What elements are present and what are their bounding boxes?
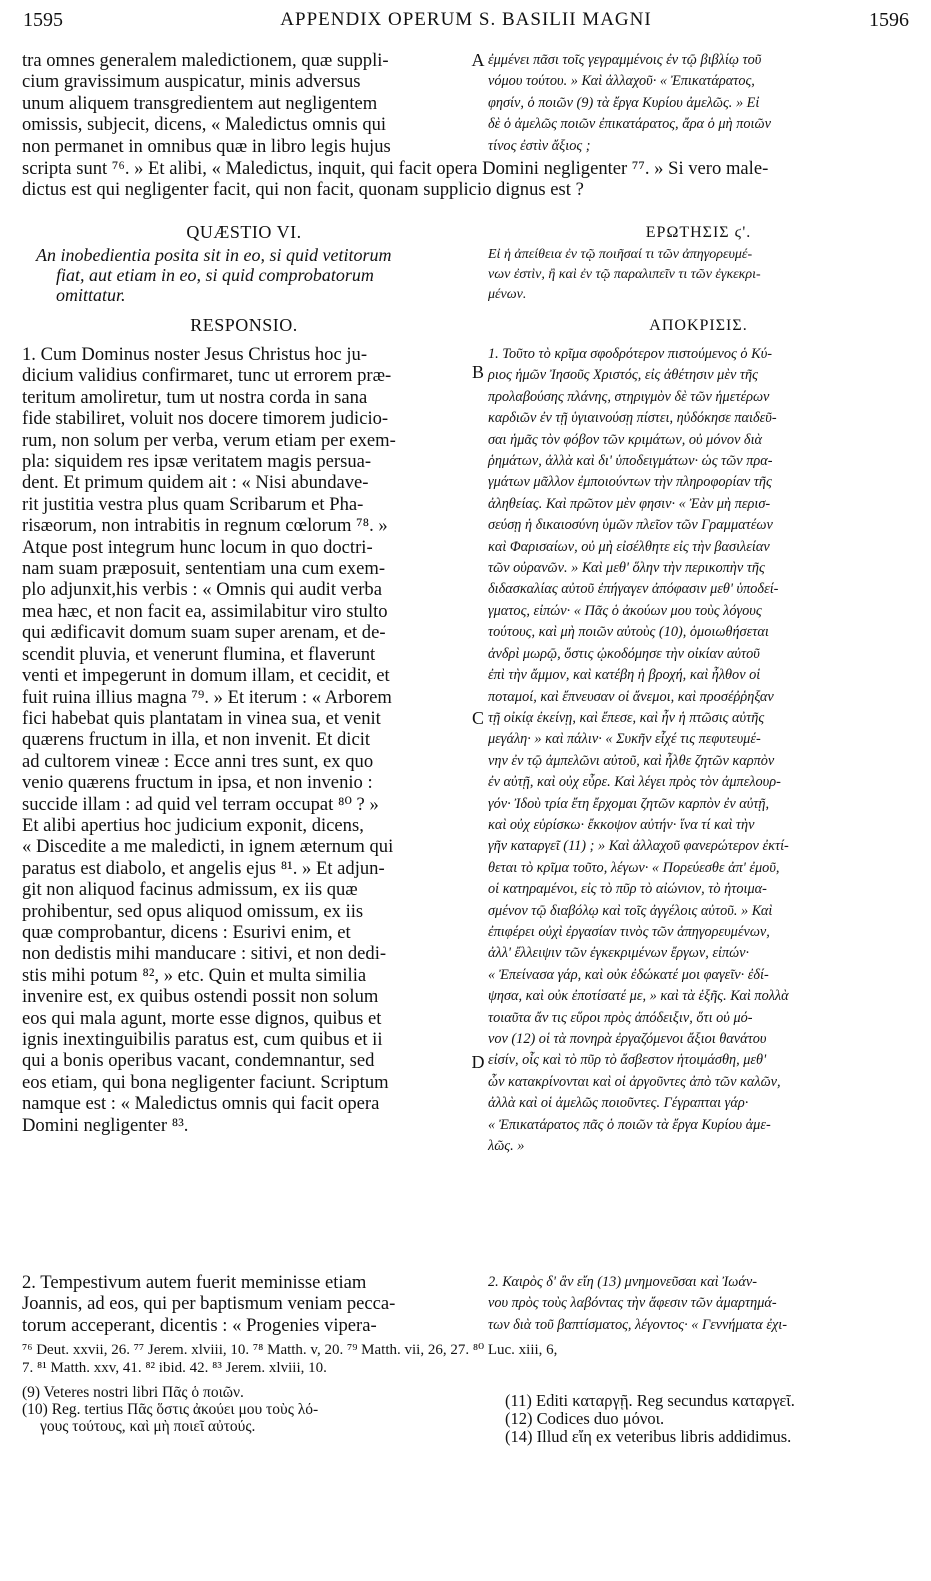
- question-text-line: Εἰ ἡ ἀπείθεια ἐν τῷ ποιῆσαί τι τῶν ἀπηγορευμέ-: [488, 247, 753, 263]
- text-line: καὶ Φαρισαίων, οὐ μὴ εἰσέλθητε εἰς τὴν βασιλείαν: [488, 538, 770, 555]
- text-line: mea hæc, et non facit ea, assimilabitur viro stulto: [22, 600, 388, 622]
- text-line: cium gravissimum auspicatur, minis adversus: [22, 71, 361, 93]
- text-line: τῶν οὐρανῶν. » Καὶ μεθ' ὅλην τὴν περικοπὴν τῆς: [488, 560, 765, 577]
- text-line: plo adjunxit,his verbis : « Omnis qui audit verba: [22, 579, 382, 601]
- text-line: ῥημάτων, ἀλλὰ καὶ δι' ὑποδειγμάτων· ὡς τῶν πρα-: [488, 453, 773, 470]
- variant-note: (10) Reg. tertius Πᾶς ὅστις ἀκούει μου τοὺς λό-: [22, 1401, 319, 1418]
- text-line: dicium validius confirmaret, tunc ut errorem præ-: [22, 365, 392, 387]
- text-line: νόμου τούτου. » Καὶ ἀλλαχοῦ· « Ἐπικατάρατος,: [488, 73, 755, 90]
- text-line: σεύσῃ ἡ δικαιοσύνη ὑμῶν πλεῖον τῶν Γραμματέων: [488, 517, 773, 534]
- footnote-line: 7. ⁸¹ Matth. xxv, 41. ⁸² ibid. 42. ⁸³ Jerem. xlviii, 10.: [22, 1360, 327, 1376]
- text-line: rit justitia vestra plus quam Scribarum et Pha-: [22, 493, 364, 515]
- text-line: nam suam præposuit, sententiam una cum exem-: [22, 558, 386, 580]
- text-line: διδασκαλίας αὐτοῦ ἐπήγαγεν ἀπόφασιν μεθ' ὑποδεί-: [488, 581, 779, 598]
- question-heading-greek: ΕΡΩΤΗΣΙΣ ϛ'.: [645, 224, 752, 241]
- text-line: δὲ ὁ ἀμελῶς ποιῶν ἐπικατάρατος, ἄρα ὁ μὴ ποιῶν: [488, 116, 771, 133]
- text-line: quæ comprobantur, dicens : Esurivi enim, et: [22, 921, 351, 943]
- variant-note: γους τούτους, καὶ μὴ ποιεῖ αὐτούς.: [40, 1418, 256, 1435]
- text-line: ἀλλὰ καὶ οἱ ἀμελῶς ποιοῦντες. Γέγραπται γάρ·: [488, 1095, 749, 1112]
- variant-note: (12) Codices duo μόνοι.: [505, 1409, 665, 1428]
- intro-latin-column: [22, 50, 466, 157]
- text-line: καὶ οὐχ εὑρίσκω· ἔκκοψον αὐτήν· ἵνα τί καὶ τὴν: [488, 816, 755, 833]
- question-text-line: An inobedientia posita sit in eo, si quid vetitorum: [36, 245, 392, 266]
- text-line: qui ædificavit domum suam super arenam, et de-: [22, 622, 386, 644]
- text-line: νον (12) οἱ τὰ πονηρὰ ἐργαζόμενοι ἄξιοι θανάτου: [488, 1031, 767, 1047]
- text-line: νην ἐν τῷ ἀμπελῶνι αὐτοῦ, καὶ ἦλθε ζητῶν καρπὸν: [488, 752, 775, 769]
- latin-paragraph-2: [22, 1272, 466, 1336]
- text-line: non permanet in omnibus quæ in libro legis hujus: [22, 135, 391, 157]
- text-line: καρδιῶν ἐν τῇ ὑγιαινούσῃ πίστει, ηὐδόκησε παιδεῦ-: [488, 410, 777, 427]
- text-line: eos qui mala agunt, morte esse dignos, quibus et: [22, 1007, 382, 1029]
- text-line: paratus est diabolo, et angelis ejus ⁸¹. » Et adjun-: [22, 857, 385, 879]
- text-line: τίνος ἐστὶν ἄξιος ;: [488, 137, 591, 154]
- text-line: invenire est, ex quibus ostendi possit non solum: [22, 986, 379, 1008]
- variant-notes-right: [505, 1392, 909, 1446]
- text-line: νου πρὸς τοὺς λαβόντας τὴν ἄφεσιν τῶν ἁμαρτημά-: [488, 1295, 777, 1312]
- text-line: γματος, εἰπών· « Πᾶς ὁ ἀκούων μου τοὺς λόγους: [488, 602, 762, 619]
- greek-paragraph-2: [488, 1272, 909, 1336]
- text-line: 1. Cum Dominus noster Jesus Christus hoc ju-: [22, 344, 368, 365]
- text-line: venio quærens fructum in ipsa, et non invenio :: [22, 772, 373, 794]
- text-line: ἀλλ' ἔλλειψιν τῶν ἐγκεκριμένων ἔργων, εἰπών·: [488, 945, 750, 962]
- text-line: σαι ἡμᾶς τὸν φόβον τῶν κριμάτων, οὐ μόνον διὰ: [488, 431, 763, 448]
- text-line: fici habebat quis plantatam in vinea sua, et venit: [22, 707, 381, 729]
- text-line: omissis, subjecit, dicens, « Maledictus omnis qui: [22, 114, 387, 136]
- text-line: tra omnes generalem maledictionem, quæ suppli-: [22, 50, 389, 71]
- text-line: Joannis, ad eos, qui per baptismum veniam pecca-: [22, 1293, 396, 1315]
- question-text-line: μένων.: [488, 287, 527, 303]
- text-line: risæorum, non intrabitis in regnum cœlorum ⁷⁸. »: [22, 515, 388, 537]
- response-heading-greek: ΑΠΟΚΡΙΣΙΣ.: [649, 317, 748, 335]
- variant-notes-left: [22, 1384, 462, 1435]
- text-line: τῇ οἰκίᾳ ἐκείνῃ, καὶ ἔπεσε, καὶ ἦν ἡ πτῶσις αὐτῆς: [488, 709, 765, 726]
- text-line: rum, non solum per verba, verum etiam per exem-: [22, 429, 396, 451]
- text-line: torum acceperant, dicentis : « Progenies vipera-: [22, 1314, 377, 1336]
- running-title: APPENDIX OPERUM S. BASILII MAGNI: [280, 9, 652, 30]
- intro-full-width: [22, 158, 909, 201]
- text-line: Atque post integrum hunc locum in quo doctri-: [22, 536, 373, 558]
- text-line: ignis inextinguibilis paratus est, cum quibus et ii: [22, 1029, 383, 1050]
- variant-note: (14) Illud εἴη ex veteribus libris addidimus.: [505, 1427, 792, 1446]
- response-heading-latin: RESPONSIO.: [190, 315, 298, 336]
- text-line: qui a bonis operibus vacant, condemnantur, sed: [22, 1050, 375, 1072]
- text-line: ἐπὶ τὴν ἄμμον, καὶ κατέβη ἡ βροχή, καὶ ἦλθον οἱ: [488, 667, 761, 684]
- text-line: γόν· Ἰδοὺ τρία ἔτη ἔρχομαι ζητῶν καρπὸν ἐν αὐτῇ,: [488, 795, 770, 812]
- text-line: « Ἐπικατάρατος πᾶς ὁ ποιῶν τὰ ἔργα Κυρίου ἀμε-: [488, 1116, 771, 1133]
- text-line: ἀληθείας. Καὶ πρῶτον μὲν φησιν· « Ἐὰν μὴ περισ-: [488, 495, 771, 512]
- margin-letter-c: C: [471, 708, 484, 728]
- margin-letter-d: D: [471, 1052, 485, 1072]
- question-text-line: omittatur.: [56, 285, 126, 306]
- text-line: 2. Καιρὸς δ' ἂν εἴη (13) μνημονεῦσαι καὶ Ἰωάν-: [488, 1274, 758, 1290]
- text-line: dent. Et primum quidem ait : « Nisi abundave-: [22, 472, 369, 494]
- text-line: fuit ruina illius magna ⁷⁹. » Et iterum : « Arborem: [22, 686, 392, 708]
- text-line: εἰσίν, οἷς καὶ τὸ πῦρ τὸ ἄσβεστον ἡτοιμάσθη, μεθ': [488, 1052, 767, 1069]
- variant-note: (11) Editi καταργῇ. Reg secundus καταργεῖ.: [505, 1391, 795, 1410]
- text-line: τοιαῦτα ἄν τις εὕροι πρὸς ἀπόδειξιν, ὅτι οὐ μό-: [488, 1009, 753, 1026]
- text-line: scendit pluvia, et venerunt flumina, et flaverunt: [22, 643, 376, 665]
- text-line: φησίν, ὁ ποιῶν (9) τὰ ἔργα Κυρίου ἀμελῶς. » Εἰ: [488, 94, 760, 111]
- text-line: stis mihi potum ⁸², » etc. Quin et multa similia: [22, 964, 367, 986]
- text-line: ad cultorem vineæ : Ecce anni tres sunt, ex quo: [22, 750, 374, 772]
- text-line: succide illam : ad quid vel terram occupat ⁸⁰ ? »: [22, 793, 379, 815]
- text-line: git non aliquod facinus admissum, ex iis quæ: [22, 879, 358, 901]
- text-line: non dedistis mihi manducare : sitivi, et non dedi-: [22, 943, 387, 965]
- text-line: ἐμμένει πᾶσι τοῖς γεγραμμένοις ἐν τῷ βιβλίῳ τοῦ: [488, 52, 762, 68]
- text-line: « Ἐπείνασα γάρ, καὶ οὐκ ἐδώκατέ μοι φαγεῖν· ἐδί-: [488, 966, 769, 983]
- margin-letter-b: B: [471, 362, 484, 382]
- text-line: quærens fructum in illa, et non invenit. Et dicit: [22, 729, 371, 751]
- question-text-line: νων ἐστὶν, ἢ καὶ ἐν τῷ παραλιπεῖν τι τῶν ἐγκεκρι-: [488, 267, 761, 283]
- footnote-line: ⁷⁶ Deut. xxvii, 26. ⁷⁷ Jerem. xlviii, 10. ⁷⁸ Matth. v, 20. ⁷⁹ Matth. vii, 26, 27. ⁸⁰ Luc. xiii, 6,: [22, 1342, 558, 1358]
- text-line: ἀνδρὶ μωρῷ, ὅστις ᾠκοδόμησε τὴν οἰκίαν αὐτοῦ: [488, 645, 760, 662]
- text-line: τούτους, καὶ μὴ ποιῶν αὐτοὺς (10), ὁμοιωθήσεται: [488, 624, 769, 641]
- text-line: teritum amoliretur, tum ut nostra corda in sana: [22, 386, 368, 408]
- question-greek: [488, 222, 909, 337]
- question-text-line: fiat, aut etiam in eo, si quid comprobatorum: [56, 265, 374, 286]
- text-line: σμένον τῷ διαβόλῳ καὶ τοῖς ἀγγέλοις αὐτοῦ. » Καὶ: [488, 902, 773, 919]
- text-line: ὧν κατακρίνονται καὶ οἱ ἀργοῦντες ἀπὸ τῶν καλῶν,: [488, 1073, 781, 1090]
- text-line: προλαβούσης πλάνης, στηριγμὸν δὲ τῶν ἡμετέρων: [488, 388, 770, 405]
- text-line: dictus est qui negligenter facit, qui non facit, quonam supplicio dignus est ?: [22, 179, 584, 201]
- text-line: Et alibi apertius hoc judicium exponit, dicens,: [22, 814, 364, 836]
- text-line: namque est : « Maledictus omnis qui facit opera: [22, 1093, 380, 1115]
- page-number-right: 1596: [869, 9, 909, 31]
- text-line: « Discedite a me maledicti, in ignem æternum qui: [22, 836, 394, 858]
- text-line: prohibentur, sed opus aliquod omissum, ex iis: [22, 900, 364, 922]
- variant-note: (9) Veteres nostri libri Πᾶς ὁ ποιῶν.: [22, 1384, 244, 1401]
- text-line: 2. Tempestivum autem fuerit meminisse etiam: [22, 1272, 367, 1293]
- text-line: fide stabiliret, voluit nos docere timorem judicio-: [22, 408, 389, 430]
- text-line: ποταμοί, καὶ ἔπνευσαν οἱ ἄνεμοι, καὶ προσέῤῥηξαν: [488, 688, 774, 705]
- text-line: pla: siquidem res ipsæ veritatem magis persua-: [22, 451, 372, 473]
- text-line: λῶς. »: [488, 1138, 525, 1155]
- margin-letter-a: A: [471, 50, 485, 70]
- page-header: [23, 9, 909, 35]
- text-line: scripta sunt ⁷⁶. » Et alibi, « Maledictus, inquit, qui facit opera Domini negligenter ⁷⁷. » Si vero male-: [22, 158, 769, 179]
- text-line: unum aliquem transgredientem aut negligentem: [22, 92, 378, 114]
- page-number-left: 1595: [23, 9, 63, 31]
- intro-greek-column: [488, 50, 909, 157]
- text-line: venti et impegerunt in domum illam, et cecidit, et: [22, 665, 390, 687]
- text-line: 1. Τοῦτο τὸ κρῖμα σφοδρότερον πιστούμενος ὁ Κύ-: [488, 346, 773, 362]
- text-line: eos etiam, qui bona negligenter faciunt. Scriptum: [22, 1071, 389, 1093]
- text-line: Domini negligenter ⁸³.: [22, 1114, 189, 1136]
- latin-body-column: [22, 344, 466, 1136]
- text-line: ἐπιφέρει οὐχὶ ἐργασίαν τινὸς τῶν ἀπηγορευμένων,: [488, 923, 770, 940]
- text-line: γμάτων μᾶλλον ἐμποιούντων τὴν πληροφορίαν τῆς: [488, 474, 772, 491]
- text-line: θεται τὸ κρῖμα τοῦτο, λέγων· « Πορεύεσθε ἀπ' ἐμοῦ,: [488, 859, 780, 876]
- question-latin: [22, 222, 466, 337]
- text-line: γῆν καταργεῖ (11) ; » Καὶ ἀλλαχοῦ φανερώτερον ἐκτί-: [488, 838, 789, 855]
- text-line: ψησα, καὶ οὐκ ἐποτίσατέ με, » καὶ τὰ ἑξῆς. Καὶ πολλὰ: [488, 988, 789, 1005]
- text-line: των διὰ τοῦ βαπτίσματος, λέγοντος· « Γεννήματα ἐχι-: [488, 1316, 788, 1333]
- scripture-footnotes: [22, 1341, 909, 1377]
- text-line: οἱ κατηραμένοι, εἰς τὸ πῦρ τὸ αἰώνιον, τὸ ἡτοιμα-: [488, 881, 767, 898]
- greek-body-column: [488, 344, 909, 1157]
- text-line: μεγάλη· » καὶ πάλιν· « Συκῆν εἶχέ τις πεφυτευμέ-: [488, 731, 761, 748]
- text-line: ριος ἡμῶν Ἰησοῦς Χριστός, εἰς ἀθέτησιν μὲν τῆς: [488, 367, 758, 384]
- question-heading-latin: QUÆSTIO VI.: [186, 222, 302, 242]
- text-line: ἐν αὐτῇ, καὶ οὐχ εὗρε. Καὶ λέγει πρὸς τὸν ἀμπελουρ-: [488, 774, 781, 791]
